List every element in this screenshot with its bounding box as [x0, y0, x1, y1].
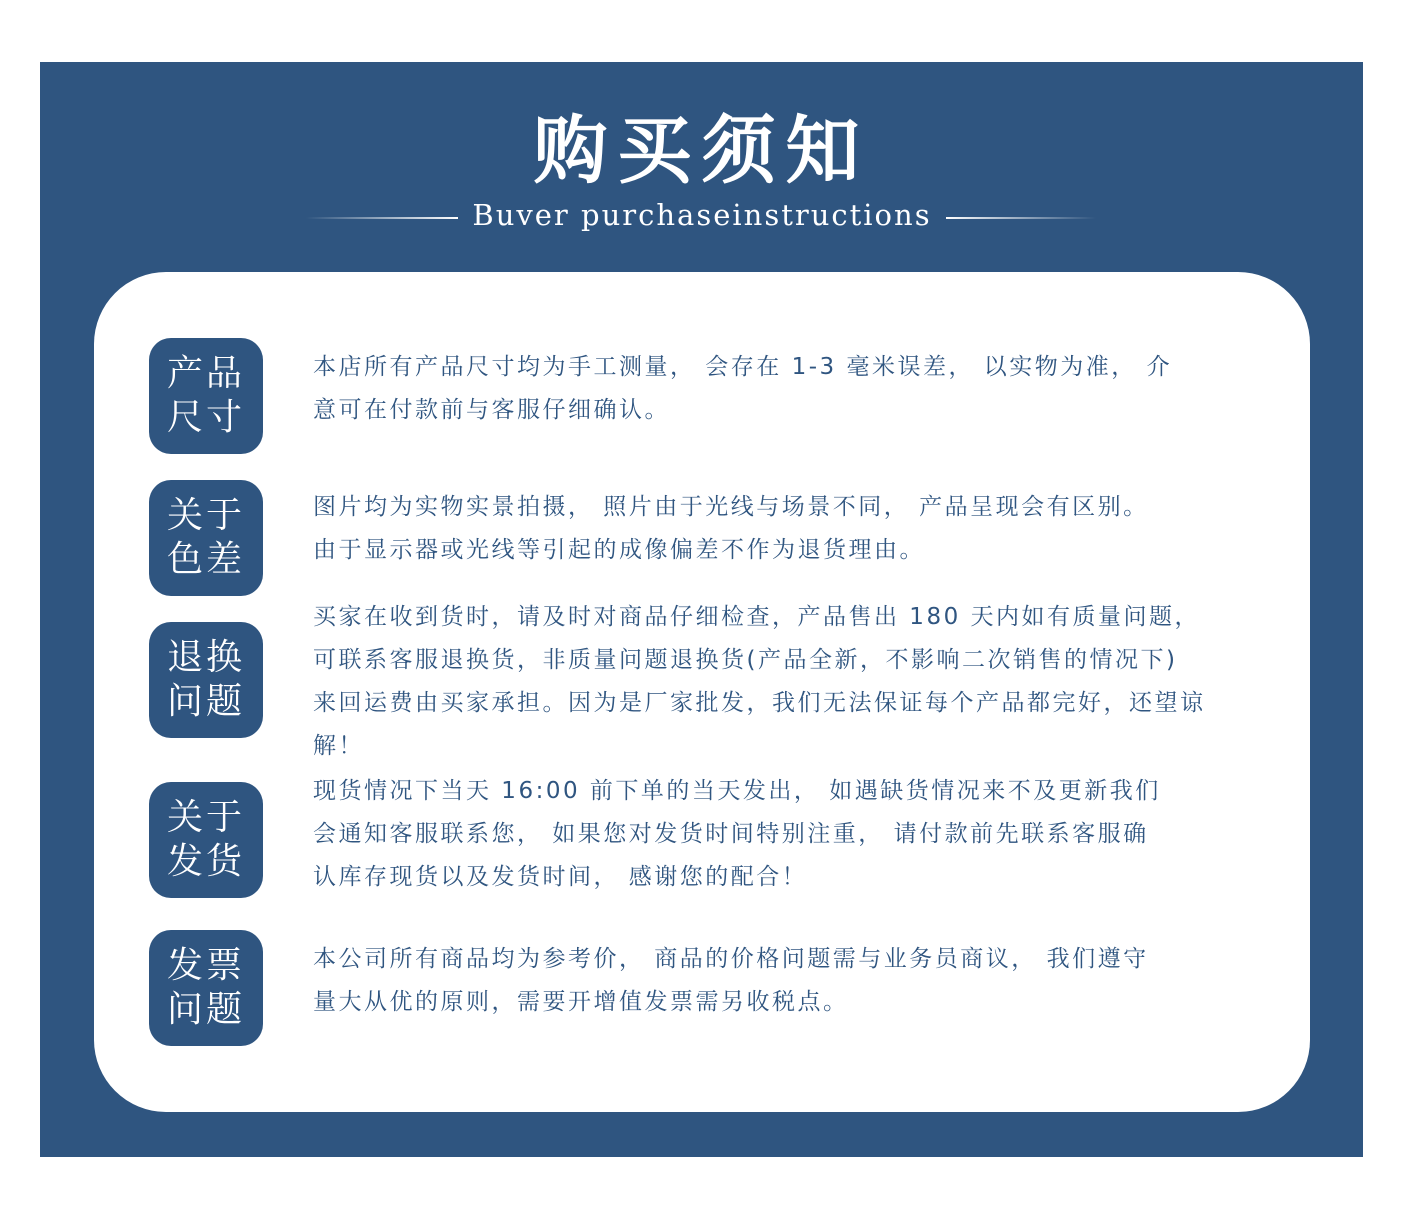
badge-label-line1: 关于 [166, 495, 245, 536]
section-text-shipping [313, 770, 1273, 899]
text-line: 意可在付款前与客服仔细确认。 [313, 397, 670, 423]
text-line: 可联系客服退换货，非质量问题退换货(产品全新，不影响二次销售的情况下) [313, 647, 1178, 673]
page-title: 购买须知 [533, 108, 870, 194]
section-text-invoice [313, 938, 1273, 1024]
badge-label-line2: 尺寸 [166, 397, 245, 438]
section-text-product-size [313, 346, 1273, 432]
badge-label-line2: 色差 [166, 539, 245, 580]
section-text-color-difference [313, 486, 1273, 572]
badge-product-size [149, 338, 263, 454]
text-line: 买家在收到货时，请及时对商品仔细检查，产品售出 180 天内如有质量问题， [313, 604, 1201, 630]
badge-shipping [149, 782, 263, 898]
badge-label-line2: 问题 [166, 989, 245, 1030]
page-subtitle: Buver purchaseinstructions [472, 198, 932, 232]
subtitle-row [0, 198, 1403, 238]
subtitle-divider-right [946, 217, 1096, 219]
text-line: 会通知客服联系您， 如果您对发货时间特别注重， 请付款前先联系客服确 [313, 821, 1149, 847]
text-line: 现货情况下当天 16:00 前下单的当天发出， 如遇缺货情况来不及更新我们 [313, 778, 1161, 804]
text-line: 由于显示器或光线等引起的成像偏差不作为退货理由。 [313, 537, 925, 563]
text-line: 解！ [313, 733, 364, 759]
section-text-returns [313, 596, 1273, 768]
badge-color-difference [149, 480, 263, 596]
badge-label-line1: 发票 [166, 945, 245, 986]
text-line: 量大从优的原则，需要开增值发票需另收税点。 [313, 989, 849, 1015]
badge-label-line1: 退换 [166, 637, 245, 678]
badge-label-line1: 产品 [166, 353, 245, 394]
subtitle-divider-left [306, 217, 458, 219]
text-line: 图片均为实物实景拍摄， 照片由于光线与场景不同， 产品呈现会有区别。 [313, 494, 1149, 520]
text-line: 本公司所有商品均为参考价， 商品的价格问题需与业务员商议， 我们遵守 [313, 946, 1149, 972]
badge-label-line2: 发货 [166, 841, 245, 882]
text-line: 来回运费由买家承担。因为是厂家批发，我们无法保证每个产品都完好，还望谅 [313, 690, 1206, 716]
text-line: 认库存现货以及发货时间， 感谢您的配合！ [313, 864, 808, 890]
text-line: 本店所有产品尺寸均为手工测量， 会存在 1-3 毫米误差， 以实物为准， 介 [313, 354, 1173, 380]
badge-label-line1: 关于 [166, 797, 245, 838]
badge-invoice [149, 930, 263, 1046]
badge-returns [149, 622, 263, 738]
badge-label-line2: 问题 [166, 681, 245, 722]
